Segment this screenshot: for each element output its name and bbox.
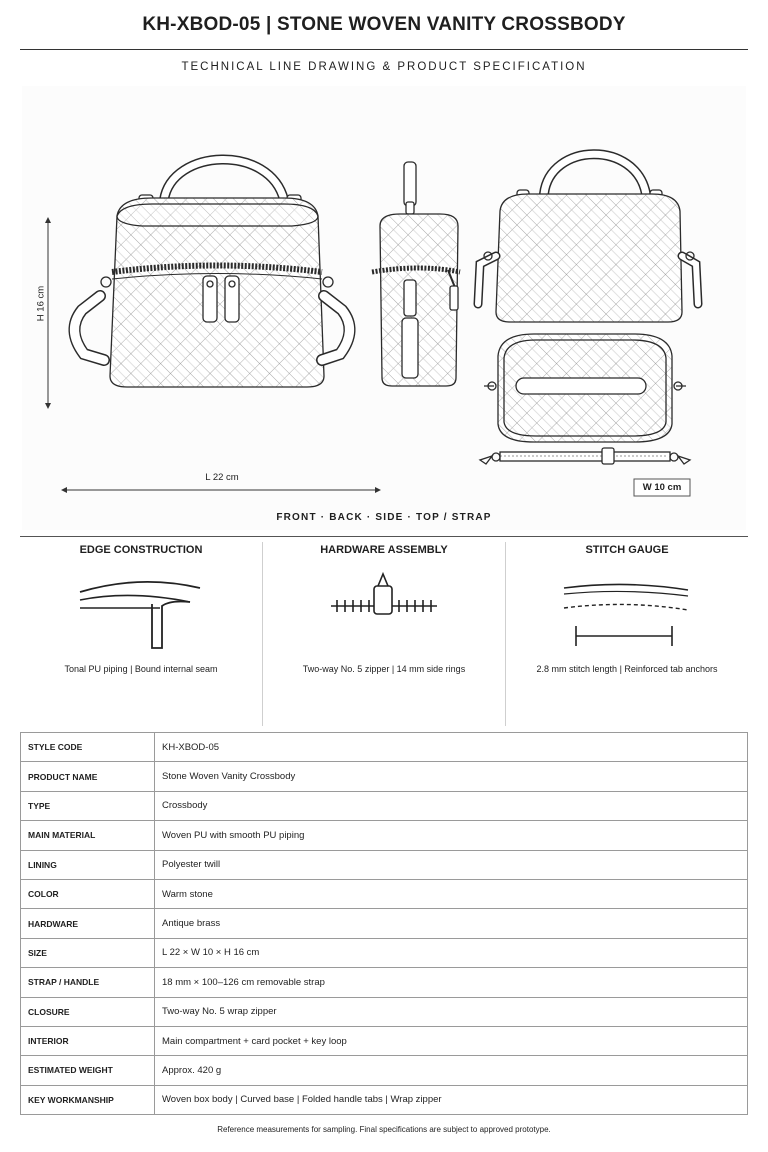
table-row: [21, 997, 748, 1026]
spec-value: Main compartment + card pocket + key loop: [155, 1026, 748, 1055]
length-dimension-label: L 22 cm: [205, 472, 239, 483]
stitch-gauge-diagram: [506, 564, 748, 654]
detail-title: STITCH GAUGE: [585, 544, 669, 556]
spec-label: STRAP / HANDLE: [21, 968, 155, 997]
title-divider: [20, 49, 748, 50]
spec-value: 18 mm × 100–126 cm removable strap: [155, 968, 748, 997]
top-view: [484, 334, 686, 442]
spec-value: L 22 × W 10 × H 16 cm: [155, 938, 748, 967]
table-row: [21, 733, 748, 762]
table-row: [21, 791, 748, 820]
spec-label: INTERIOR: [21, 1026, 155, 1055]
spec-value: Polyester twill: [155, 850, 748, 879]
spec-label: CLOSURE: [21, 997, 155, 1026]
table-row: [21, 1085, 748, 1114]
table-row: [21, 1056, 748, 1085]
footnote: Reference measurements for sampling. Final specifications are subject to approved prototype.: [217, 1125, 551, 1134]
table-row: [21, 938, 748, 967]
side-view: [372, 162, 460, 386]
spec-value: Two-way No. 5 wrap zipper: [155, 997, 748, 1026]
spec-label: LINING: [21, 850, 155, 879]
table-row: [21, 821, 748, 850]
back-view: [478, 154, 698, 322]
spec-label: STYLE CODE: [21, 733, 155, 762]
spec-label: SIZE: [21, 938, 155, 967]
spec-value: Crossbody: [155, 791, 748, 820]
strap-view: [480, 448, 690, 464]
table-row: [21, 879, 748, 908]
detail-stitch-gauge: [506, 542, 748, 726]
spec-value: KH-XBOD-05: [155, 733, 748, 762]
table-row: [21, 968, 748, 997]
views-caption: FRONT · BACK · SIDE · TOP / STRAP: [276, 512, 492, 523]
page-subtitle: TECHNICAL LINE DRAWING & PRODUCT SPECIFICATION: [181, 61, 587, 73]
detail-title: HARDWARE ASSEMBLY: [320, 544, 448, 556]
spec-label: MAIN MATERIAL: [21, 821, 155, 850]
page-title: KH-XBOD-05 | STONE WOVEN VANITY CROSSBODY: [142, 14, 626, 35]
spec-value: Antique brass: [155, 909, 748, 938]
spec-label: TYPE: [21, 791, 155, 820]
front-view: [74, 159, 349, 387]
width-dimension-label: W 10 cm: [642, 482, 682, 493]
detail-edge-construction: [20, 542, 262, 726]
table-row: [21, 762, 748, 791]
spec-label: COLOR: [21, 879, 155, 908]
spec-value: Warm stone: [155, 879, 748, 908]
table-row: [21, 909, 748, 938]
spec-value: Approx. 420 g: [155, 1056, 748, 1085]
spec-value: Stone Woven Vanity Crossbody: [155, 762, 748, 791]
edge-construction-diagram: [20, 564, 262, 654]
detail-caption: Two-way No. 5 zipper | 14 mm side rings: [302, 664, 466, 674]
spec-label: KEY WORKMANSHIP: [21, 1085, 155, 1114]
height-dimension-label: H 16 cm: [35, 285, 47, 322]
spec-label: PRODUCT NAME: [21, 762, 155, 791]
table-row: [21, 850, 748, 879]
table-row: [21, 1026, 748, 1055]
spec-label: HARDWARE: [21, 909, 155, 938]
spec-value: Woven box body | Curved base | Folded handle tabs | Wrap zipper: [155, 1085, 748, 1114]
detail-title: EDGE CONSTRUCTION: [79, 544, 203, 556]
technical-drawing-panel: [22, 86, 746, 530]
detail-caption: Tonal PU piping | Bound internal seam: [64, 664, 218, 674]
detail-caption: 2.8 mm stitch length | Reinforced tab anchors: [536, 664, 718, 674]
section-divider: [20, 536, 748, 537]
spec-table: [20, 732, 748, 1115]
hardware-assembly-diagram: [263, 564, 505, 654]
detail-hardware-assembly: [263, 542, 505, 726]
bag-line-drawing: [22, 86, 746, 530]
spec-value: Woven PU with smooth PU piping: [155, 821, 748, 850]
spec-label: ESTIMATED WEIGHT: [21, 1056, 155, 1085]
